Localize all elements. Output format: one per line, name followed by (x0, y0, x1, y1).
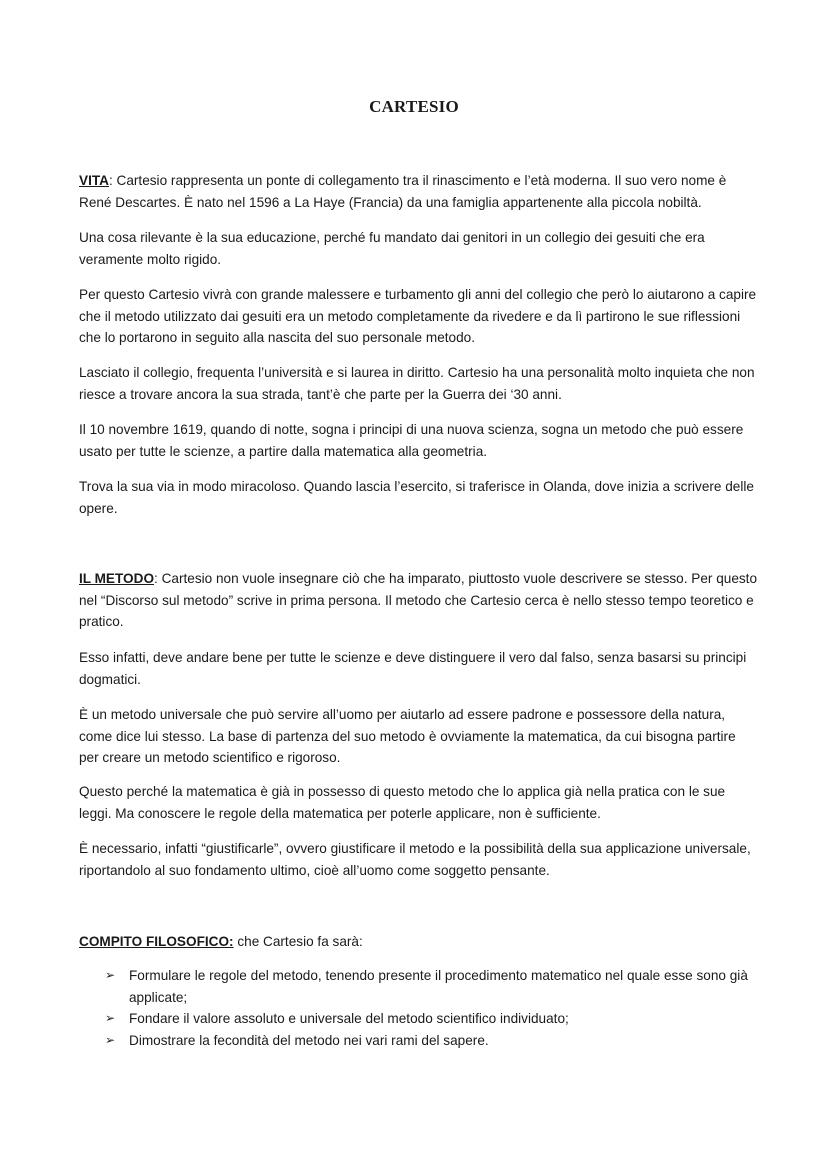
arrow-bullet-icon: ➢ (105, 1032, 116, 1047)
list-item (79, 1030, 759, 1052)
compito-intro-text: che Cartesio fa sarà: (233, 934, 363, 949)
arrow-bullet-icon: ➢ (105, 968, 116, 982)
vita-heading: VITA (79, 173, 109, 188)
list-item-text: Fondare il valore assoluto e universale del metodo scientifico individuato; (129, 1011, 569, 1026)
metodo-paragraph-4: È necessario, infatti “giustificarle”, ovvero giustificare il metodo e la possibilità della sua applicazione universale, riportandolo al suo fondamento ultimo, cioè all’uomo come soggetto pensante. (79, 841, 751, 878)
vita-paragraph-4: Il 10 novembre 1619, quando di notte, sogna i principi di una nuova scienza, sogna un metodo che può essere usato per tutte le scienze, a partire dalla matematica alla geometria. (79, 422, 744, 459)
metodo-heading: IL METODO (79, 571, 155, 586)
compito-bullet-list (79, 965, 759, 1051)
list-item (79, 1008, 759, 1030)
vita-paragraph-5: Trova la sua via in modo miracoloso. Quando lascia l’esercito, si traferisce in Olanda, dove inizia a scrivere delle opere. (79, 479, 754, 516)
metodo-intro-text: : Cartesio non vuole insegnare ciò che ha imparato, piuttosto vuole descrivere se stesso. Per questo nel “Discorso sul metodo” scrive in prima persona. Il metodo che Cartesio cerca è nello stesso tempo teoretico e pratico. (79, 571, 758, 629)
metodo-intro-paragraph (79, 568, 759, 633)
metodo-paragraph-1: Esso infatti, deve andare bene per tutte le scienze e deve distinguere il vero dal falso, senza basarsi su principi dogmatici. (79, 650, 747, 687)
list-item-text: Dimostrare la fecondità del metodo nei vari rami del sapere. (129, 1032, 489, 1048)
vita-paragraph-3: Lasciato il collegio, frequenta l’università e si laurea in diritto. Cartesio ha una personalità molto inquieta che non riesce a trovare ancora la sua strada, tant’è che parte per la Guerra dei ‘30 anni. (79, 365, 755, 402)
metodo-paragraph-2: È un metodo universale che può servire all’uomo per aiutarlo ad essere padrone e possessore della natura, come dice lui stesso. La base di partenza del suo metodo è ovviamente la matematica, da cui bisogna partire per creare un metodo scientifico e rigoroso. (79, 707, 736, 765)
vita-intro-paragraph (79, 170, 759, 213)
arrow-bullet-icon: ➢ (105, 1011, 116, 1025)
vita-paragraph-1: Una cosa rilevante è la sua educazione, perché fu mandato dai genitori in un collegio dei gesuiti che era veramente molto rigido. (79, 230, 705, 267)
compito-heading: COMPITO FILOSOFICO: (79, 934, 234, 949)
metodo-paragraph-3: Questo perché la matematica è già in possesso di questo metodo che lo applica già nella pratica con le sue leggi. Ma conoscere le regole della matematica per poterle applicare, non è sufficiente. (79, 784, 726, 821)
list-item-text: Formulare le regole del metodo, tenendo presente il procedimento matematico nel quale esse sono già applicate; (129, 968, 748, 1005)
compito-intro-paragraph (79, 931, 759, 953)
vita-paragraph-2: Per questo Cartesio vivrà con grande malessere e turbamento gli anni del collegio che però lo aiutarono a capire che il metodo utilizzato dai gesuiti era un metodo completamente da rivedere e da lì partirono le sue riflessioni che lo portarono in seguito alla nascita del suo personale metodo. (79, 287, 757, 345)
page-title: CARTESIO (369, 97, 459, 116)
vita-intro-text: : Cartesio rappresenta un ponte di collegamento tra il rinascimento e l’età moderna. Il suo vero nome è René Descartes. È nato nel 1596 a La Haye (Francia) da una famiglia appartenente alla piccola nobiltà. (79, 173, 727, 210)
list-item (79, 965, 759, 1008)
